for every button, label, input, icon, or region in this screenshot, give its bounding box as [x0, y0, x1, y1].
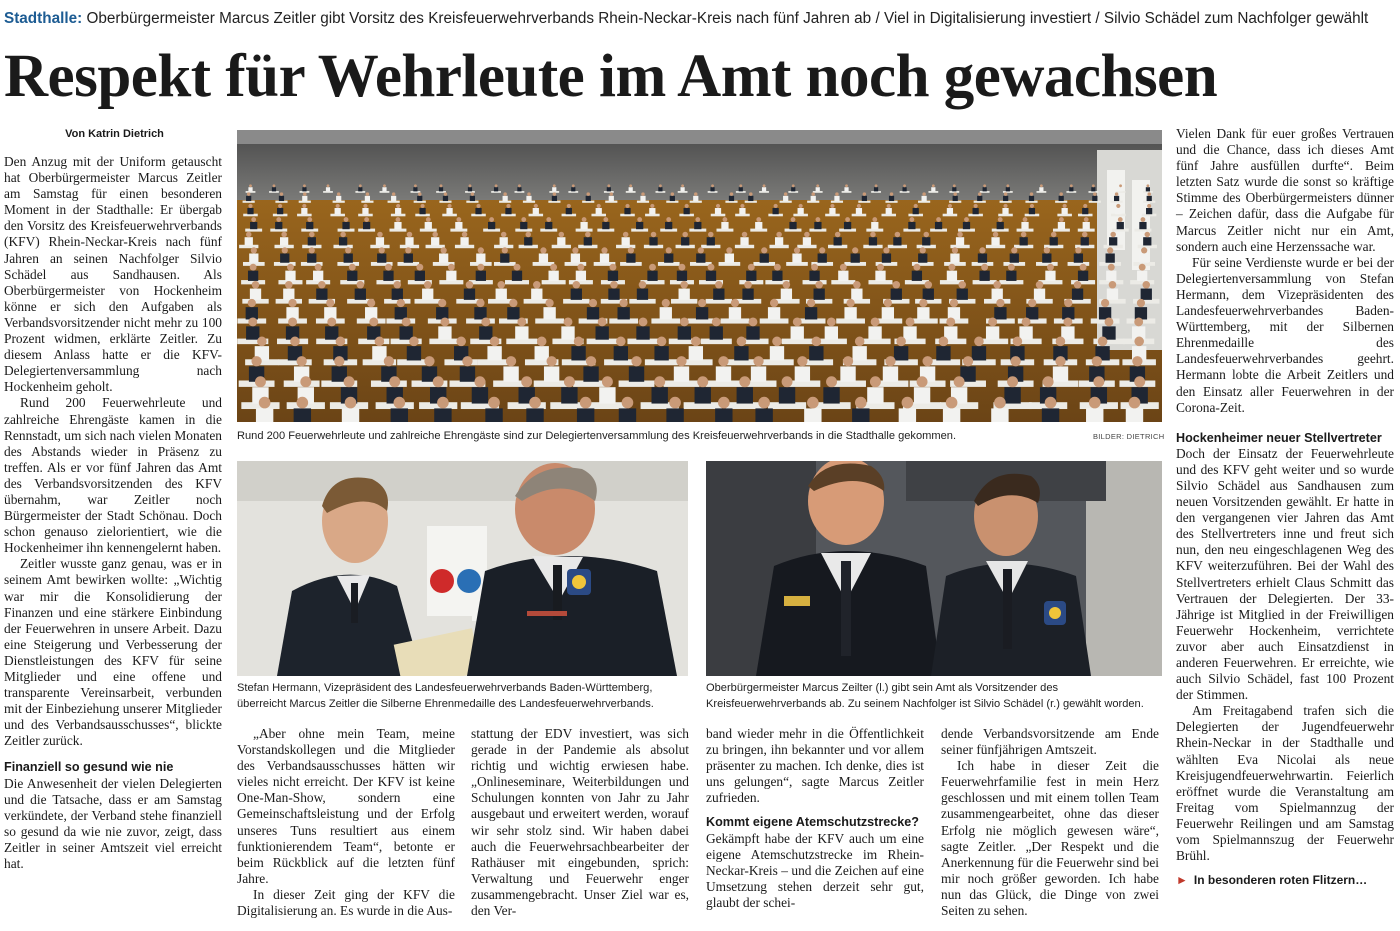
photo-medal-handover: [237, 461, 688, 676]
article-column-4: [706, 726, 924, 926]
successor-image: [706, 461, 1162, 676]
paragraph: Den Anzug mit der Uniform getauscht hat Oberbürgermeister Marcus Zeitler am Samstag für einen besonderen Moment in der Stadthalle: Er übergab den Vorsitz des Kreisfeuerwehrverbands (KFV) Rhein-Neckar-Kreis nach fünf Jahren an seinen Nachfolger Silvio Schädel aus Sandhausen. Als Oberbürgermeister von Hockenheim könne er sich den Aufgaben als Verbandsvorsitzender nicht mehr zu 100 Prozent widmen, erklärte Zeitler. Zu diesem Anlass hatte er die KFV-Delegiertenversammlung nach Hockenheim geholt.: [4, 154, 222, 395]
paragraph: Am Freitagabend trafen sich die Delegierten der Jugendfeuerwehr Rhein-Neckar in der Stadthalle und wählten Eva Nicolai als neue Kreisjugendfeuerwehrwartin. Feierlich eröffnet wurde die Veranstaltung am Freitag vom Spielmannzug der Feuerwehr Reilingen und am Samstag vom Spielmannszug der Feuerwehr Brühl.: [1176, 703, 1394, 864]
paragraph: Ich habe in dieser Zeit die Feuerwehrfamilie fest in mein Herz geschlossen und mit einem tollen Team zusammengearbeitet, ohne das dieser Erfolg nie möglich gewesen wäre“, sagte Zeitler. „Der Respekt und die Anerkennung für die Feuerwehr sind bei mir noch größer geworden. Ich habe nun das Glück, die Dinge von zwei Seiten zu sehen.: [941, 758, 1159, 919]
paragraph: stattung der EDV investiert, was sich gerade in der Pandemie als absolut richtig und wichtig erwiesen habe. „Onlineseminare, Weiterbildungen und Schulungen konnten von Jahr zu Jahr ausgebaut und erweitert werden, worauf wir sehr stolz sind. Wir haben dabei auch die Feuerwehrsachbearbeiter der Rathäuser mit eingebunden, sprich: Verwaltung und Feuerwehr enger zusammengebracht. Unser Ziel war es, den Ver-: [471, 726, 689, 919]
photo-caption-main: Rund 200 Feuerwehrleute und zahlreiche Ehrengäste sind zur Delegiertenversammlung des Kreisfeuerwehrverbands in die Stadthalle gekommen.: [237, 430, 957, 442]
assembly-hall-image: [237, 130, 1162, 422]
photo-caption-left: Stefan Hermann, Vizepräsident des Landesfeuerwehrverbands Baden-Württemberg, überreicht Marcus Zeitler die Silberne Ehrenmedaille des Landesfeuerwehrverbands.: [237, 682, 654, 711]
photo-successor: [706, 461, 1162, 676]
headline: Respekt für Wehrleute im Amt noch gewachsen: [4, 43, 1218, 110]
article-column-1: [4, 154, 222, 924]
paragraph: „Aber ohne mein Team, meine Vorstandskollegen und die Mitglieder des Verbandsausschusses hätten wir vieles nicht erreicht. Der KFV ist keine One-Man-Show, sondern eine Gemeinschaftsleistung und der Erfolg unseres Tuns resultiert aus einem funktionierendem Team“, betonte er beim Rückblick auf die letzten fünf Jahre.: [237, 726, 455, 886]
paragraph: Rund 200 Feuerwehrleute und zahlreiche Ehrengäste kamen in die Rennstadt, um sich nach vielen Monaten des Abstands wieder in Präsenz zu treffen. Als er vor fünf Jahren das Amt des Verbandsvorsitzenden des KFV übernahm, war Zeitler noch Bürgermeister der Stadt Schönau. Doch schon genauso zielorientiert, wie die Hockenheimer ihn kennengelernt haben.: [4, 395, 222, 556]
photo-caption-right: Oberbürgermeister Marcus Zeilter (l.) gibt sein Amt als Vorsitzender des Kreisfeuerwehrverbands ab. Zu seinem Nachfolger ist Silvio Schädel (r.) gewählt worden.: [706, 682, 1144, 711]
subheading: Kommt eigene Atemschutzstrecke?: [706, 815, 919, 830]
paragraph: Gekämpft habe der KFV auch um eine eigene Atemschutzstrecke im Rhein-Neckar-Kreis – und die Zeichen auf eine Umsetzung stehen derzeit sehr gut, glaubt der schei-: [706, 830, 924, 910]
medal-handover-image: [237, 461, 688, 676]
paragraph: Für seine Verdienste wurde er bei der Delegiertenversammlung von Stefan Hermann, dem Vizepräsidenten des Landesfeuerwehrverbandes Baden-Württemberg, mit der Silbernen Ehrenmedaille des Landesfeuerwehrverbandes geehrt. Hermann lobte die Arbeit Zeitlers und den Einsatz aller Feuerwehren in der Corona-Zeit.: [1176, 254, 1394, 415]
paragraph: Doch der Einsatz der Feuerwehrleute und des KFV geht weiter und so wurde Silvio Schädel aus Sandhausen zum neuen Vorsitzenden gewählt. Er hatte in den vergangenen vier Jahren das Amt des Stellvertreters inne und freut sich nun, den neu eingeschlagenen Weg des KFV weiterzuführen. Bei der Wahl des Stellvertreters erhielt Claus Schmitt das Vertrauen der Delegierten. Der 33-Jährige ist Mitglied in der Freiwilligen Feuerwehr Hockenheim, verrichtete zuvor aber auch Einsatzdienst in anderen Feuerwehren. Er erreichte, wie auch Silvio Schädel, fast 100 Prozent der Stimmen.: [1176, 445, 1394, 703]
continue-link-label: In besonderen roten Flitzern…: [1193, 873, 1368, 888]
article-column-2: [237, 726, 455, 926]
kicker-label: Stadthalle:: [4, 10, 83, 27]
paragraph: Die Anwesenheit der vielen Delegierten und die Tatsache, dass er am Samstag verkündete, der Verband stehe finanziell so gesund da wie nie zuvor, zeigt, dass Zeitler in seiner Amtszeit viel erreicht hat.: [4, 775, 222, 872]
photo-credit: BILDER: DIETRICH: [1093, 432, 1165, 441]
paragraph: Vielen Dank für euer großes Vertrauen und die Chance, dass ich dieses Amt fünf Jahre ausfüllen durfte“. Beim letzten Satz wurde die sonst so kräftige Stimme des Oberbürgermeisters dünner – Zeichen dafür, dass die Aufgabe für Marcus Zeitler nicht nur ein Amt, sondern auch eine Herzenssache war.: [1176, 126, 1394, 254]
paragraph: Zeitler wusste ganz genau, was er in seinem Amt bewirken wollte: „Wichtig war mir die Konsolidierung der Finanzen und eine stärkere Einbindung der Feuerwehren in unsere Arbeit. Dazu eine Steigerung und Verbesserung der Dienstleistungen des KFV für seine Mitglieder und eine offene und transparente Vereinsarbeit, verbunden mit der Einbeziehung unserer Mitglieder und des Verbandsausschusses“, blickte Zeitler zurück.: [4, 556, 222, 749]
paragraph: band wieder mehr in die Öffentlichkeit zu bringen, ihn bekannter und vor allem präsenter zu machen. Ich denke, dies ist uns gelungen“, sagte Marcus Zeitler zufrieden.: [706, 726, 924, 806]
byline: Von Katrin Dietrich: [65, 128, 164, 140]
article-column-3: [471, 726, 689, 926]
continue-link[interactable]: [1176, 872, 1394, 888]
subheading: Finanziell so gesund wie nie: [4, 760, 174, 775]
paragraph: dende Verbandsvorsitzende am Ende seiner fünfjährigen Amtszeit.: [941, 726, 1159, 758]
paragraph: In dieser Zeit ging der KFV die Digitalisierung an. Es wurde in die Aus-: [237, 886, 455, 919]
article-column-5: [941, 726, 1159, 926]
subheading: Hockenheimer neuer Stellvertreter: [1176, 430, 1382, 445]
arrow-icon: ►: [1176, 873, 1188, 888]
kicker-text: Oberbürgermeister Marcus Zeitler gibt Vorsitz des Kreisfeuerwehrverbands Rhein-Neckar-Kreis nach fünf Jahren ab / Viel in Digitalisierung investiert / Silvio Schädel zum Nachfolger gewählt: [86, 10, 1369, 27]
kicker-line: [4, 4, 1396, 34]
photo-assembly-hall: [237, 130, 1162, 422]
article-column-6: [1176, 126, 1394, 926]
